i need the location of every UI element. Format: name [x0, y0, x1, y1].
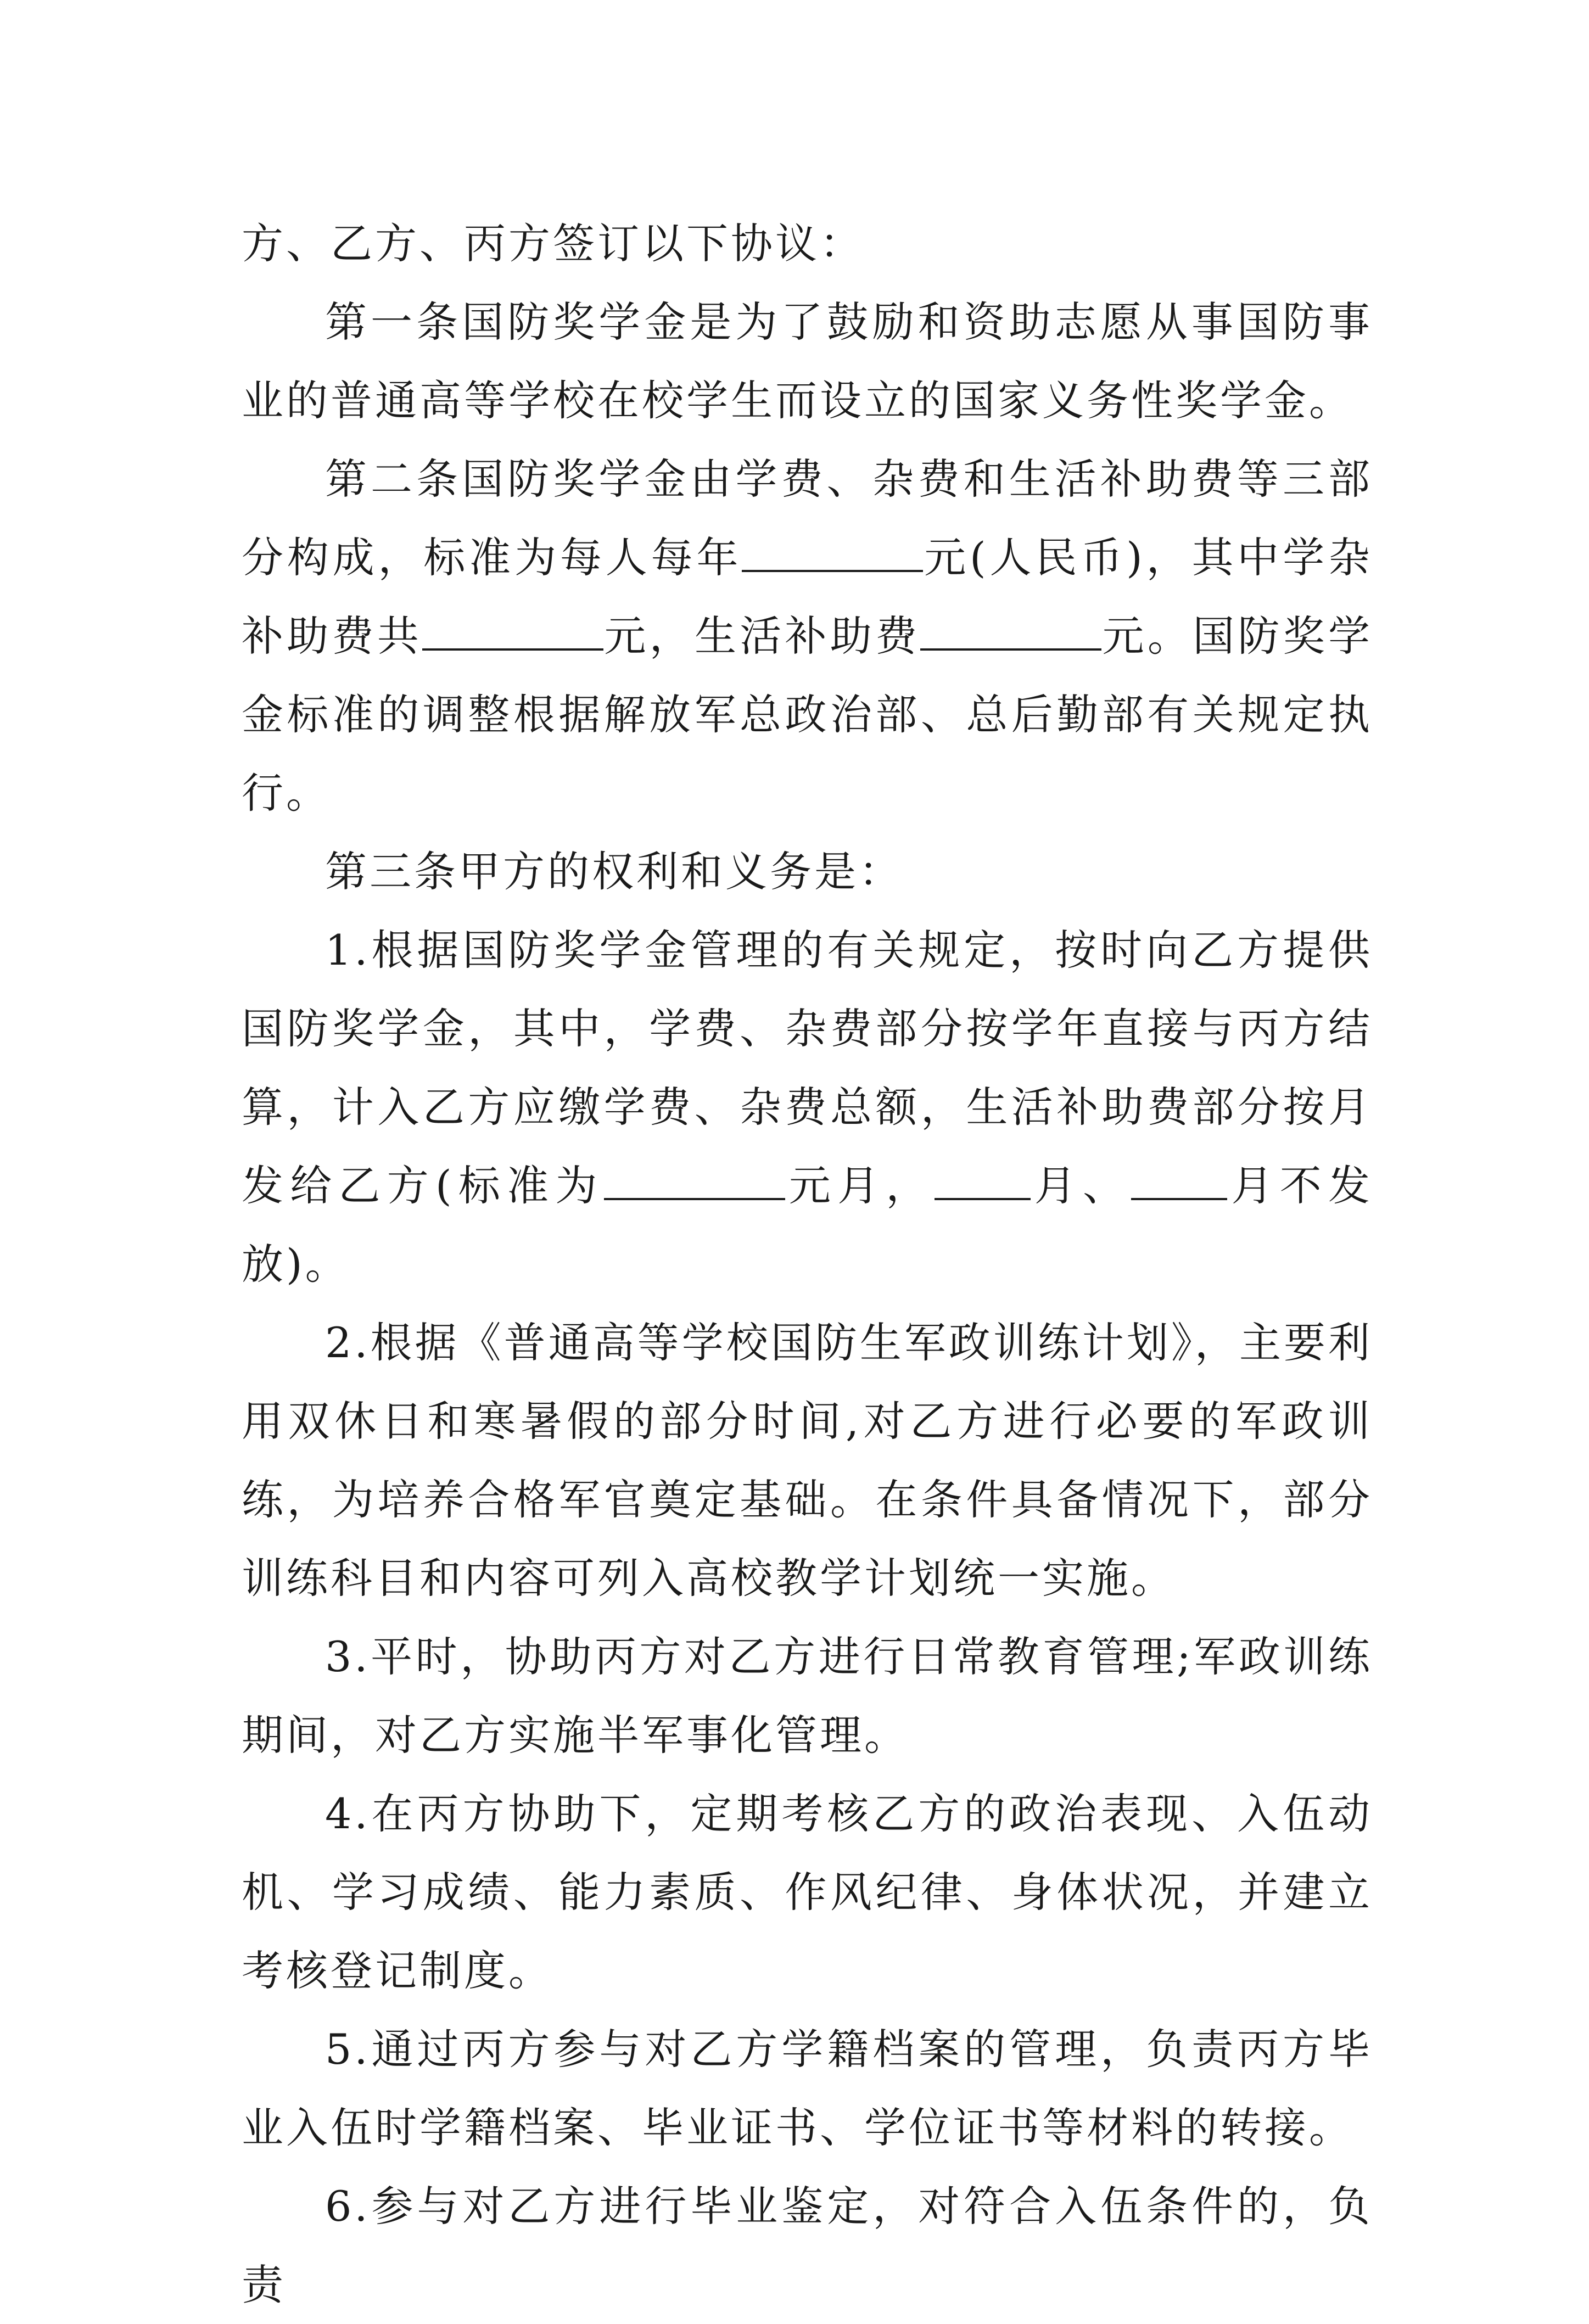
paragraph-item-5: [242, 2010, 1373, 2167]
document-body: [242, 204, 1373, 2324]
paragraph-text: 4.在丙方协助下，定期考核乙方的政治表现、入伍动机、学习成绩、能力素质、作风纪律、身体状况，并建立考核登记制度。: [242, 1789, 1373, 1995]
paragraph-text: 1.根据国防奖学金管理的有关规定，按时向乙方提供国防奖学金，其中，学费、杂费部分按学年直接与丙方结算，计入乙方应缴学费、杂费总额，生活补助费部分按月发给乙方(标准为: [242, 926, 1373, 1210]
paragraph-text: 月不发放)。: [242, 1161, 1373, 1289]
paragraph-text: 第二条国防奖学金由学费、杂费和生活补助费等三部分构成，标准为每人每年: [242, 455, 1373, 582]
blank-month-a: [935, 1162, 1031, 1200]
paragraph-item-4: [242, 1774, 1373, 2010]
blank-living-subsidy: [920, 612, 1101, 651]
paragraph-item-6: [242, 2167, 1373, 2324]
blank-monthly-standard: [604, 1162, 785, 1200]
paragraph-item-1: [242, 911, 1373, 1303]
paragraph-text: 元月，: [785, 1161, 935, 1210]
blank-annual-standard: [742, 534, 923, 572]
paragraph-text: 2.根据《普通高等学校国防生军政训练计划》，主要利用双休日和寒暑假的部分时间,对乙方进行必要的军政训练，为培养合格军官奠定基础。在条件具备情况下，部分训练科目和内容可列入高校教学计划统一实施。: [242, 1318, 1373, 1603]
paragraph-text: 5.通过丙方参与对乙方学籍档案的管理，负责丙方毕业入伍时学籍档案、毕业证书、学位证书等材料的转接。: [242, 2025, 1373, 2152]
paragraph-text: 3.平时，协助丙方对乙方进行日常教育管理;军政训练期间，对乙方实施半军事化管理。: [242, 1632, 1373, 1760]
paragraph-text: 第一条国防奖学金是为了鼓励和资助志愿从事国防事业的普通高等学校在校学生而设立的国家义务性奖学金。: [242, 298, 1373, 425]
blank-month-b: [1131, 1162, 1227, 1200]
paragraph-item-2: [242, 1303, 1373, 1617]
paragraph-text: 元，生活补助费: [603, 612, 921, 660]
paragraph-article-3: [242, 832, 1373, 911]
paragraph-item-3: [242, 1617, 1373, 1774]
paragraph-article-2: [242, 440, 1373, 832]
paragraph-text: 方、乙方、丙方签订以下协议：: [242, 219, 864, 268]
paragraph-text: 月、: [1030, 1161, 1132, 1210]
paragraph-intro: [242, 204, 1373, 283]
paragraph-article-1: [242, 283, 1373, 440]
paragraph-text: 6.参与对乙方进行毕业鉴定，对符合入伍条件的，负责: [242, 2182, 1373, 2309]
paragraph-text: 元。国防奖学金标准的调整根据解放军总政治部、总后勤部有关规定执行。: [242, 612, 1373, 817]
paragraph-text: 元(人民币)，其中学杂补助费共: [242, 533, 1373, 660]
blank-tuition-subsidy: [422, 612, 603, 651]
paragraph-text: 第三条甲方的权利和义务是：: [325, 847, 903, 896]
